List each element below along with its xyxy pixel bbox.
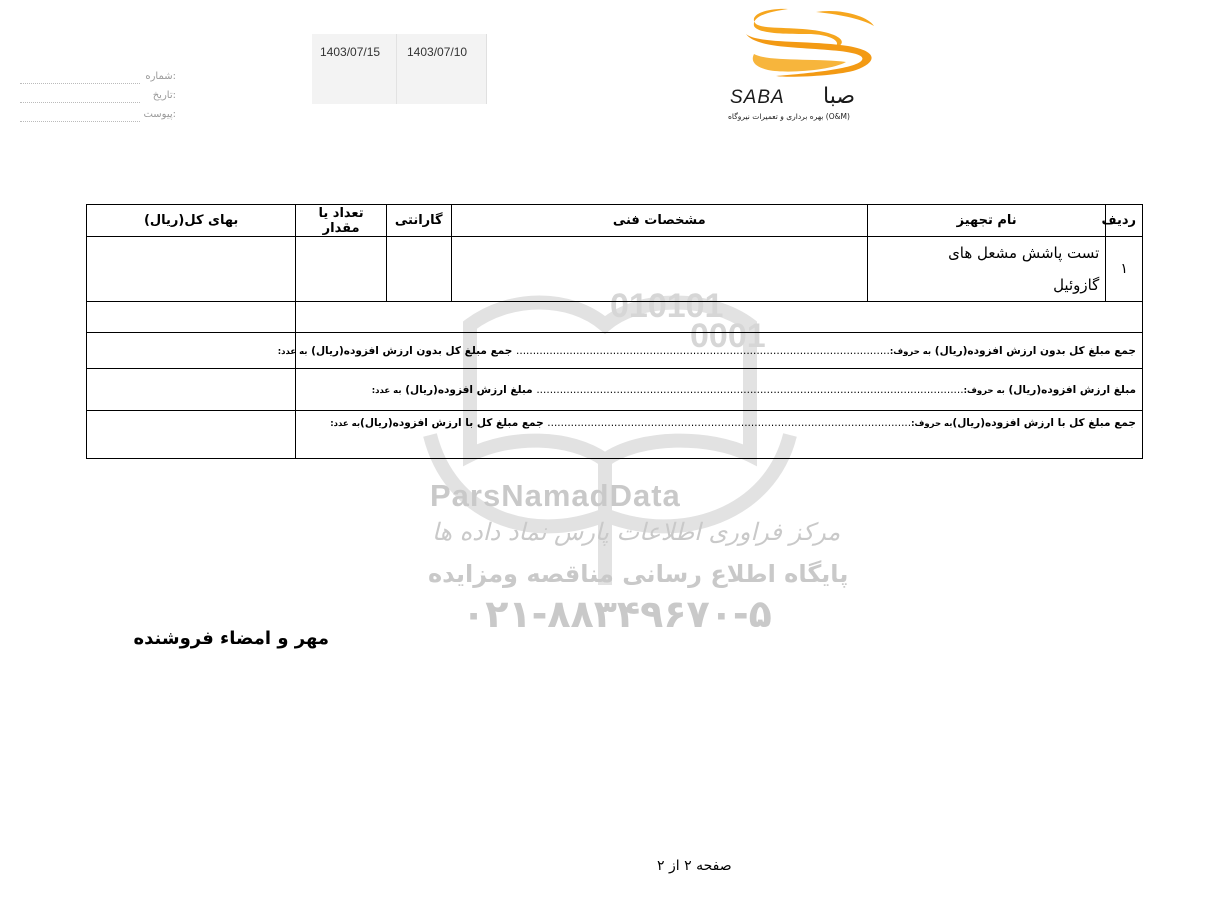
number-label: شماره: xyxy=(145,71,176,82)
summary-total-text: جمع مبلغ کل با ارزش افزوده(ریال)به حروف:............................................................................................................. جمع مبلغ کل با ارزش افزوده(ریال)به عدد: xyxy=(296,411,1143,459)
row-number: ۱ xyxy=(1106,237,1143,302)
header-qty: تعداد یا مقدار xyxy=(296,205,387,237)
guarantee-cell xyxy=(386,237,451,302)
attachment-label: پیوست: xyxy=(143,109,176,120)
blank-cell xyxy=(296,302,1143,333)
spec-cell xyxy=(451,237,867,302)
table-row xyxy=(87,237,1143,302)
summary-vat-value xyxy=(87,369,296,411)
watermark-digits: 010101 xyxy=(610,287,724,325)
brand-en: SABA xyxy=(730,87,785,108)
brand-fa: صبا xyxy=(823,84,856,109)
summary-row-total xyxy=(87,411,1143,459)
equipment-name xyxy=(867,237,1105,302)
seller-signature-label: مهر و امضاء فروشنده xyxy=(133,628,329,649)
saba-logo-mark-icon xyxy=(728,4,896,88)
watermark-fa-line2: پایگاه اطلاع رسانی مناقصه ومزایده xyxy=(428,560,849,588)
date-box xyxy=(312,34,487,104)
summary-total-value xyxy=(87,411,296,459)
summary-subtotal-value xyxy=(87,333,296,369)
date-1: 1403/07/15 xyxy=(320,45,381,59)
header-radif: ردیف xyxy=(1106,205,1143,237)
attachment-field xyxy=(20,109,180,125)
date-field xyxy=(20,90,180,106)
header-name: نام تجهیز xyxy=(867,205,1105,237)
equipment-name-line1: تست پاشش مشعل های xyxy=(948,244,1100,262)
svg-text:0001: 0001 xyxy=(690,317,766,355)
header-price: بهای کل(ریال) xyxy=(87,205,296,237)
blank-price-cell xyxy=(87,302,296,333)
page-number: صفحه ۲ از ۲ xyxy=(657,858,732,874)
summary-vat-text: مبلغ ارزش افزوده(ریال) به حروف:................................................................................................................................ مبلغ ارزش افزوده(ریال) به عدد: xyxy=(296,369,1143,411)
summary-row-vat xyxy=(87,369,1143,411)
qty-cell xyxy=(296,237,387,302)
summary-subtotal-text: جمع مبلغ کل بدون ارزش افزوده(ریال) به حروف:................................................................................................................ جمع مبلغ کل بدون ارزش افزوده(ریال) به عدد: xyxy=(296,333,1143,369)
watermark-en: ParsNamadData xyxy=(430,478,681,513)
summary-row-subtotal xyxy=(87,333,1143,369)
date-label: تاریخ: xyxy=(152,90,176,101)
logo-tagline: بهره برداری و تعمیرات نیروگاه (O&M) xyxy=(728,112,850,121)
header-guarantee: گارانتی xyxy=(386,205,451,237)
table-header-row xyxy=(87,205,1143,237)
equipment-name-line2: گازوئیل xyxy=(1053,276,1100,294)
number-field xyxy=(20,71,180,87)
watermark-fa-line1: مرکز فراوری اطلاعات پارس نماد داده ها xyxy=(432,518,841,546)
saba-logo xyxy=(728,4,896,128)
date-2: 1403/07/10 xyxy=(407,45,468,59)
blank-row xyxy=(87,302,1143,333)
watermark-phone: ۰۲۱-۸۸۳۴۹۶۷۰-۵ xyxy=(462,592,772,636)
price-table xyxy=(86,204,1143,459)
price-cell xyxy=(87,237,296,302)
header-spec: مشخصات فنی xyxy=(451,205,867,237)
